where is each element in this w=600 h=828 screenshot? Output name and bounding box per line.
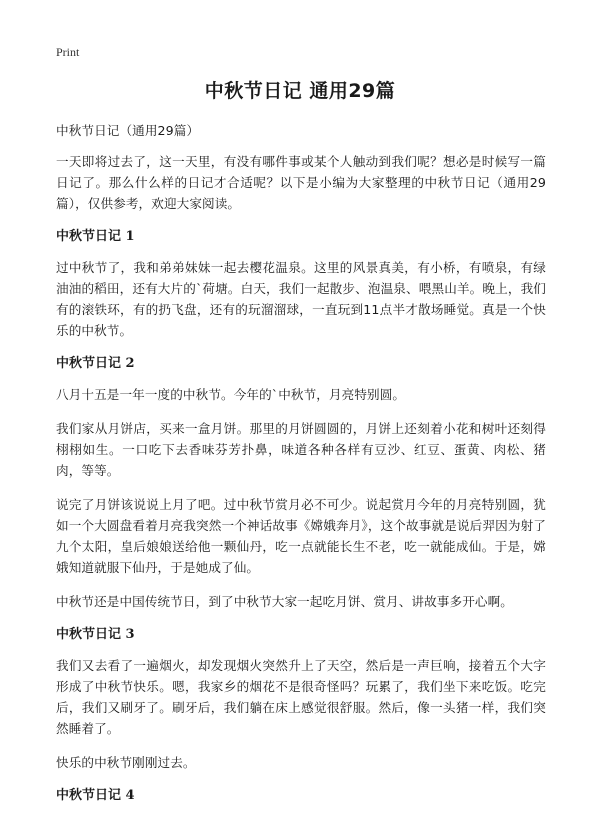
section-2-paragraph-3: 说完了月饼该说说上月了吧。过中秋节赏月必不可少。说起赏月今年的月亮特别圆，犹如一个大圆盘看着月亮我突然一个神话故事《嫦娥奔月》，这个故事就是说后羿因为射了九个太阳，皇后娘娘送给他一颗仙丹，吃一点就能长生不老，吃一就能成仙。于是，嫦娥知道就服下仙丹，于是她成了仙。 [56,497,546,575]
document-title: 中秋节日记 通用29篇 [204,80,396,102]
section-heading-4: 中秋节日记 4 [56,788,135,803]
article-subtitle: 中秋节日记（通用29篇） [56,123,200,138]
section-2-paragraph-1: 八月十五是一年一度的中秋节。今年的`中秋节，月亮特别圆。 [56,387,406,402]
section-2-paragraph-2: 我们家从月饼店，买来一盒月饼。那里的月饼圆圆的，月饼上还刻着小花和树叶还刻得栩栩如生。一口吃下去香味芬芳扑鼻，味道各种各样有豆沙、红豆、蛋黄、肉松、猪肉，等等。 [56,421,546,478]
section-heading-2: 中秋节日记 2 [56,356,135,371]
section-heading-3: 中秋节日记 3 [56,627,135,642]
section-3-paragraph-1: 我们又去看了一遍烟火，却发现烟火突然升上了天空，然后是一声巨响，接着五个大字形成了中秋节快乐。嗯，我家乡的烟花不是很奇怪吗？玩累了，我们坐下来吃饭。吃完后，我们又刷牙了。刷牙后，我们躺在床上感觉很舒服。然后，像一头猪一样，我们突然睡着了。 [56,658,546,736]
intro-paragraph: 一天即将过去了，这一天里，有没有哪件事或某个人触动到我们呢？想必是时候写一篇日记了。那么什么样的日记才合适呢？以下是小编为大家整理的中秋节日记（通用29篇），仅供参考，欢迎大家阅读。 [56,154,546,211]
section-heading-1: 中秋节日记 1 [56,229,135,244]
section-1-paragraph-1: 过中秋节了，我和弟弟妹妹一起去樱花温泉。这里的风景真美，有小桥，有喷泉，有绿油油的稻田，还有大片的`荷塘。白天，我们一起散步、泡温泉、喂黑山羊。晚上，我们有的滚铁环，有的扔飞盘，还有的玩溜溜球，一直玩到11点半才散场睡觉。真是一个快乐的中秋节。 [56,260,546,338]
print-link[interactable]: Print [56,45,80,59]
article-body [56,120,546,816]
section-2-paragraph-4: 中秋节还是中国传统节日，到了中秋节大家一起吃月饼、赏月、讲故事多开心啊。 [56,594,513,609]
section-3-paragraph-2: 快乐的中秋节刚刚过去。 [56,755,196,770]
